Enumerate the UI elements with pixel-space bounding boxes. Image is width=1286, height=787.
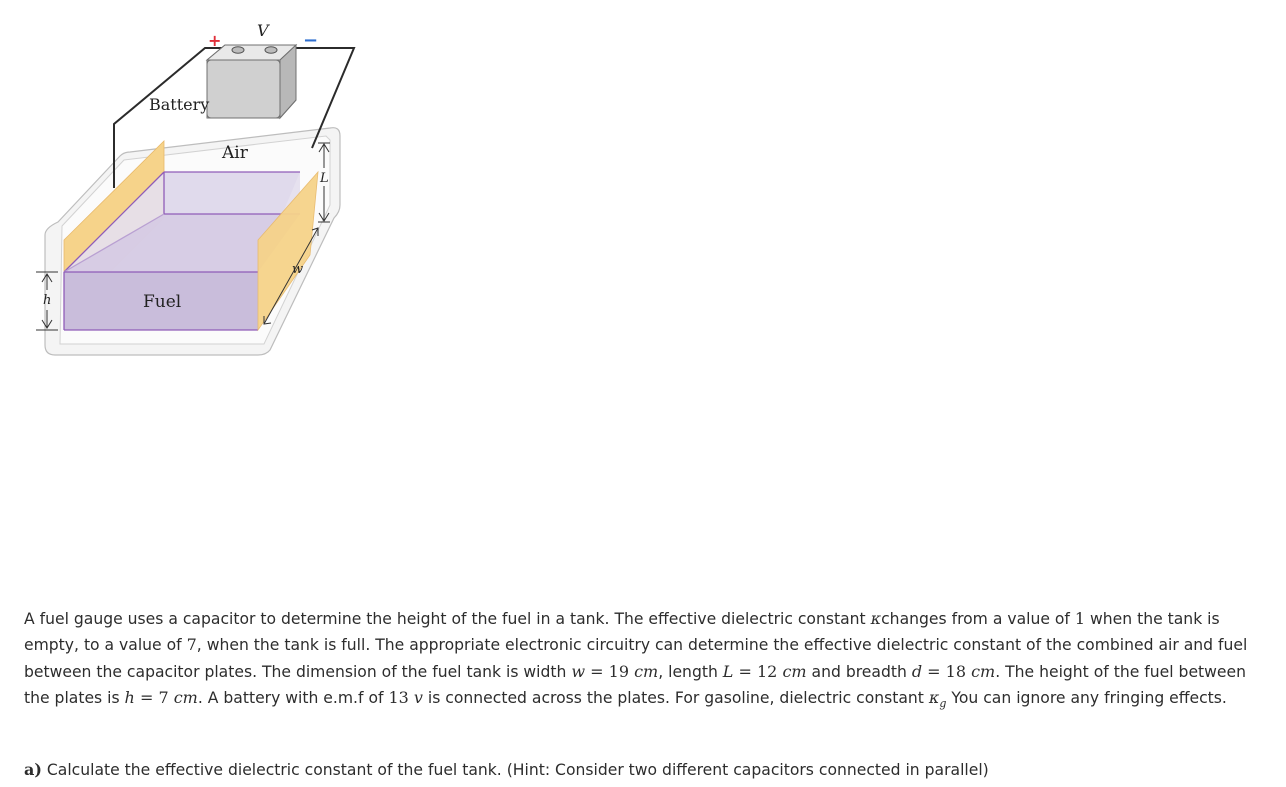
length-symbol: L xyxy=(722,661,734,681)
height-unit: cm xyxy=(168,687,198,707)
label-battery: Battery xyxy=(149,95,210,114)
emf-unit: v xyxy=(408,687,423,707)
height-symbol: h xyxy=(124,687,135,707)
problem-text-7: . The height of the fuel between the plates is xyxy=(24,662,1246,707)
label-height: h xyxy=(43,293,52,308)
problem-text-6: and breadth xyxy=(806,662,912,681)
problem-text-5: , length xyxy=(658,662,723,681)
question-part-a xyxy=(24,757,1254,783)
equals-sign: = xyxy=(585,661,609,681)
air-region-back xyxy=(164,172,300,214)
kappa-g-symbol: κ xyxy=(928,687,940,707)
part-a-label: a) xyxy=(24,760,42,779)
breadth-value: 18 xyxy=(945,661,966,681)
problem-text-10: You can ignore any fringing effects. xyxy=(946,688,1227,707)
capacitor-fuel-tank-diagram xyxy=(30,14,370,364)
problem-text-2: changes from a value of xyxy=(881,610,1075,628)
label-air: Air xyxy=(222,143,248,163)
label-width: w xyxy=(292,262,304,277)
length-unit: cm xyxy=(777,661,807,681)
emf-value: 13 xyxy=(388,687,409,707)
kappa-symbol: κ xyxy=(870,609,882,628)
equals-sign: = xyxy=(922,661,946,681)
length-value: 12 xyxy=(757,661,778,681)
label-voltage: V xyxy=(257,21,269,40)
label-plus: + xyxy=(208,31,222,50)
problem-paragraph xyxy=(24,606,1254,716)
equals-sign: = xyxy=(134,687,159,707)
problem-statement xyxy=(24,606,1254,716)
problem-text-4: , when the tank is full. The appropriate electronic circuitry can determine the effective dielectric constant of the combined air and fuel between the capacitor plates. The dimension of the fuel tank is width xyxy=(24,636,1248,681)
battery-terminal-positive xyxy=(232,47,244,53)
height-value: 7 xyxy=(158,687,169,707)
battery xyxy=(207,45,296,118)
breadth-symbol: d xyxy=(911,661,923,681)
problem-text-8: . A battery with e.m.f of xyxy=(197,688,389,707)
label-minus: − xyxy=(303,30,319,51)
part-a-text: Calculate the effective dielectric constant of the fuel tank. (Hint: Consider two different capacitors connected in parallel) xyxy=(41,761,989,779)
battery-terminal-negative xyxy=(265,47,277,53)
width-value: 19 xyxy=(608,661,629,681)
width-unit: cm xyxy=(629,661,659,681)
problem-text-1: A fuel gauge uses a capacitor to determine the height of the fuel in a tank. The effective dielectric constant xyxy=(24,610,871,628)
problem-text-3: when the tank is empty, to a value of xyxy=(24,610,1220,655)
kappa-g-subscript: g xyxy=(939,697,947,710)
label-fuel: Fuel xyxy=(143,292,182,312)
equals-sign: = xyxy=(733,661,757,681)
problem-text-9: is connected across the plates. For gasoline, dielectric constant xyxy=(422,688,929,707)
breadth-unit: cm xyxy=(966,661,996,681)
k-full-value: 7 xyxy=(186,635,197,655)
label-length: L xyxy=(320,171,329,186)
k-empty-value: 1 xyxy=(1074,609,1086,628)
width-symbol: w xyxy=(571,661,586,681)
